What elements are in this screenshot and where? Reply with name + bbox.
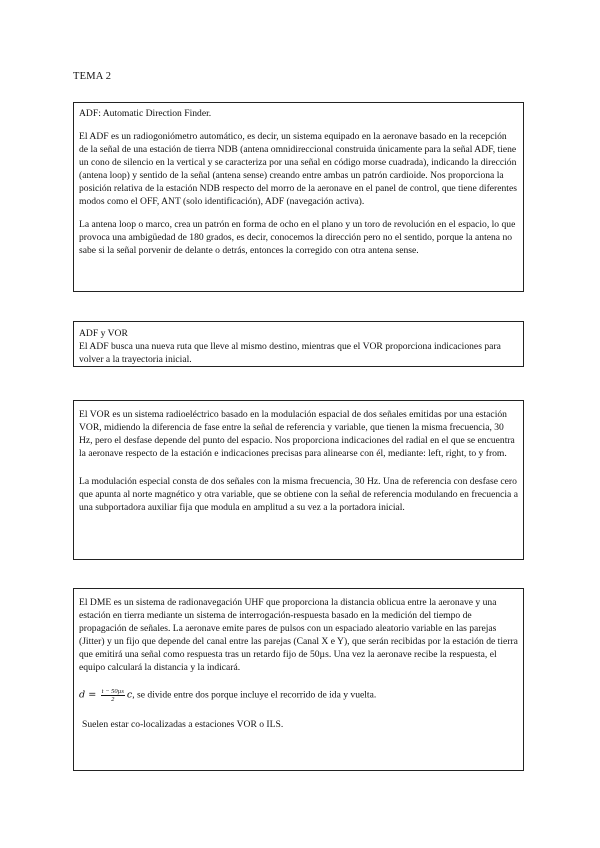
vor-paragraph-2: La modulación especial consta de dos señales con la misma frecuencia, 30 Hz. Una de referencia con desfase cero que apunta al norte magnético y otra variable, que se obtiene con la señal de referencia modulando en frecuencia a una subportadora auxiliar fija que modula en amplitud a su vez a la portadora inicial. — [79, 476, 518, 513]
formula-c: c — [126, 689, 133, 701]
dme-section — [73, 588, 524, 771]
formula-denominator: 2 — [111, 696, 115, 703]
adf-heading: ADF: Automatic Direction Finder. — [79, 108, 212, 119]
formula-explanation: , se divide entre dos porque incluye el recorrido de ida y vuelta. — [132, 689, 377, 701]
adf-vor-heading: ADF y VOR — [79, 328, 128, 339]
formula-lhs: d = — [79, 689, 97, 701]
adf-paragraph-2: La antena loop o marco, crea un patrón en forma de ocho en el plano y un toro de revolución en el espacio, lo que provoca una ambigüedad de 180 grados, es decir, conocemos la dirección pero no el sentido, porque la antena no sabe si la señal porvenir de delante o detrás, entonces la corregido con otra antena sense. — [79, 219, 516, 256]
formula-fraction — [101, 688, 125, 703]
adf-vor-paragraph: El ADF busca una nueva ruta que lleve al mismo destino, mientras que el VOR proporciona indicaciones para volver a la trayectoria inicial. — [79, 341, 501, 365]
vor-paragraph-1: El VOR es un sistema radioeléctrico basado en la modulación espacial de dos señales emitidas por una estación VOR, midiendo la diferencia de fase entre la señal de referencia y variable, que tienen la misma frecuencia, 30 Hz, pero el desfase depende del punto del espacio. Nos proporciona indicaciones del radial en el que se encuentra la aeronave respecto de la estación e indicaciones precisas para alinearse con él, mediante: left, right, to y from. — [79, 409, 515, 459]
adf-vor-section — [73, 321, 524, 367]
formula-numerator: t − 50µs — [101, 688, 124, 695]
adf-section — [73, 102, 524, 292]
adf-paragraph-1: El ADF es un radiogoniómetro automático, es decir, un sistema equipado en la aeronave basado en la recepción de la señal de una estación de tierra NDB (antena omnidireccional construida únicamente para la señal ADF, tiene un cono de silencio en la vertical y se caracteriza por una señal en código morse cuadrada), indicando la dirección (antena loop) y sentido de la señal (antena sense) creando entre ambas un patrón cardioide. Nos proporciona la posición relativa de la estación NDB respecto del morro de la aeronave en el panel de control, que tiene diferentes modos como el OFF, ANT (solo identificación), ADF (navegación activa). — [79, 131, 517, 207]
vor-section — [73, 400, 524, 560]
dme-paragraph-1: El DME es un sistema de radionavegación UHF que proporciona la distancia oblicua entre la aeronave y una estación en tierra mediante un sistema de interrogación-respuesta basado en la medición del tiempo de propagación de señales. La aeronave emite pares de pulsos con un espaciado aleatorio variable en las parejas (Jitter) y un fijo que depende del canal entre las parejas (Canal X e Y), que serán recibidas por la estación de tierra que emitirá una señal como respuesta tras un retardo fijo de 50µs. Una vez la aeronave recibe la respuesta, el equipo calculará la distancia y la indicará. — [79, 597, 518, 673]
dme-formula-line — [79, 688, 518, 703]
page-title: TEMA 2 — [73, 71, 112, 82]
dme-paragraph-3: Suelen estar co-localizadas a estaciones VOR o ILS. — [82, 719, 284, 730]
